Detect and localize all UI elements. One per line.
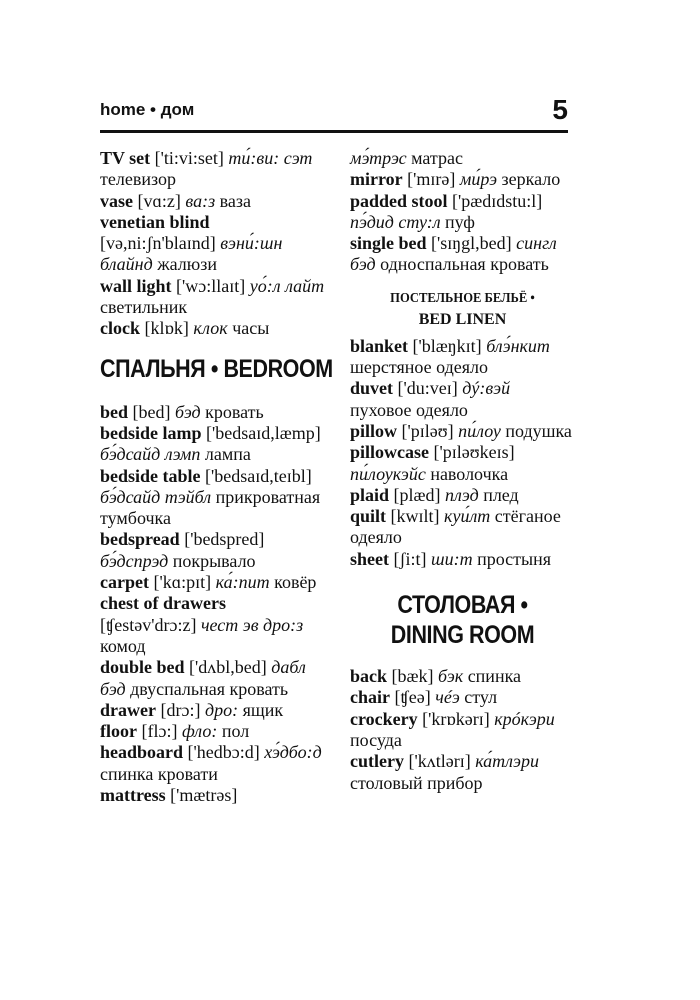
- dictionary-entry: [350, 506, 575, 549]
- page-number: 5: [552, 94, 568, 125]
- entry-list: [350, 666, 575, 794]
- ipa-transcription: ['dʌbl,bed]: [189, 657, 267, 678]
- dictionary-entry: [100, 466, 325, 530]
- ipa-transcription: [ʧeə]: [394, 687, 431, 708]
- russian-translation: столовый прибор: [350, 772, 483, 793]
- dictionary-entry: [100, 318, 325, 339]
- section-heading-dining-room: СТОЛОВАЯ • DINING ROOM: [390, 591, 535, 650]
- russian-transliteration: дý:вэй: [462, 378, 511, 399]
- ipa-transcription: ['kʌtlərɪ]: [408, 751, 471, 772]
- russian-transliteration: вэни́:шн блайнд: [100, 233, 283, 275]
- dictionary-entry: [100, 593, 325, 657]
- ipa-transcription: ['kɑ:pɪt]: [153, 572, 212, 593]
- headword: bedside table: [100, 465, 201, 486]
- dictionary-entry: [350, 169, 575, 190]
- russian-translation: матрас: [411, 148, 463, 168]
- ipa-transcription: ['blæŋkɪt]: [412, 335, 482, 356]
- headword: quilt: [350, 506, 387, 527]
- ipa-transcription: ['krɒkərɪ]: [422, 708, 490, 729]
- dictionary-entry: [350, 148, 575, 169]
- ipa-transcription: ['bedsaɪd,læmp]: [206, 422, 321, 443]
- russian-transliteration: пи́лоукэйс: [350, 463, 426, 484]
- dictionary-entry: [350, 485, 575, 506]
- russian-translation: покрывало: [172, 550, 256, 571]
- headword: padded stool: [350, 190, 448, 211]
- dictionary-entry: [350, 378, 575, 421]
- headword: plaid: [350, 484, 390, 505]
- russian-transliteration: бэ́дсайд тэйбл: [100, 486, 212, 507]
- headword: bedspread: [100, 529, 180, 550]
- dictionary-entry: [100, 742, 325, 785]
- dictionary-entry: [100, 785, 325, 806]
- ipa-transcription: ['pɪləʊ]: [401, 420, 454, 441]
- ipa-transcription: [drɔ:]: [160, 699, 201, 720]
- russian-transliteration: дро:: [204, 699, 239, 720]
- ipa-transcription: ['hedbɔ:d]: [187, 742, 260, 763]
- sub-heading-ru: ПОСТЕЛЬНОЕ БЕЛЬЁ •: [390, 290, 535, 306]
- russian-translation: двуспальная кровать: [130, 678, 289, 699]
- russian-translation: пуховое одеяло: [350, 399, 468, 420]
- russian-translation: подушка: [505, 420, 572, 441]
- headword: crockery: [350, 708, 418, 729]
- section-heading-bedroom: СПАЛЬНЯ • BEDROOM: [100, 354, 333, 383]
- russian-translation: пол: [221, 721, 250, 742]
- headword: bed: [100, 401, 129, 422]
- running-head: home • дом: [100, 100, 195, 119]
- headword: wall light: [100, 275, 172, 296]
- russian-transliteration: хэ́дбо:д: [264, 742, 322, 763]
- russian-transliteration: ка́:пит: [215, 572, 270, 593]
- entry-list: [100, 402, 325, 807]
- dictionary-entry: [350, 666, 575, 687]
- russian-transliteration: бэд: [175, 401, 201, 422]
- russian-transliteration: бэк: [438, 666, 464, 687]
- ipa-transcription: [ʧestəv'drɔ:z]: [100, 614, 197, 635]
- headword: clock: [100, 318, 140, 339]
- russian-translation: стёганое одеяло: [350, 506, 561, 548]
- russian-transliteration: пи́лоу: [458, 420, 501, 441]
- ipa-transcription: [vɑ:z]: [137, 190, 181, 211]
- ipa-transcription: [bed]: [132, 401, 171, 422]
- russian-translation: ковёр: [274, 572, 317, 593]
- dictionary-entry: [350, 751, 575, 794]
- header-rule: [100, 130, 568, 133]
- ipa-transcription: [bæk]: [391, 666, 434, 687]
- russian-translation: стул: [464, 687, 498, 708]
- headword: back: [350, 666, 388, 687]
- russian-translation: ящик: [242, 699, 284, 720]
- russian-translation: простыня: [477, 548, 552, 569]
- russian-translation: пуф: [445, 211, 475, 232]
- russian-transliteration: ши:т: [431, 548, 473, 569]
- russian-transliteration: ка́тлэри: [475, 751, 539, 772]
- entry-list: [350, 336, 575, 570]
- ipa-transcription: ['bedsaɪd,teɪbl]: [205, 465, 312, 486]
- russian-transliteration: чéэ: [435, 687, 460, 708]
- dictionary-entry: [100, 529, 325, 572]
- sub-heading-en: BED LINEN: [418, 310, 507, 328]
- russian-transliteration: уо́:л лайт: [249, 275, 325, 296]
- headword: pillowcase: [350, 442, 429, 463]
- russian-translation: односпальная кровать: [380, 254, 549, 275]
- headword: TV set: [100, 148, 151, 168]
- russian-transliteration: ми́рэ: [459, 169, 498, 190]
- russian-translation: комод: [100, 635, 146, 656]
- dictionary-entry: [100, 212, 325, 276]
- dictionary-entry: [350, 709, 575, 752]
- russian-translation: кровать: [205, 401, 264, 422]
- headword: chair: [350, 687, 390, 708]
- headword: mirror: [350, 169, 403, 190]
- russian-translation: телевизор: [100, 169, 176, 190]
- page-header: [100, 96, 568, 130]
- dictionary-entry: [100, 276, 325, 319]
- dictionary-entry: [350, 191, 575, 234]
- dictionary-entry: [100, 148, 325, 191]
- headword: blanket: [350, 335, 409, 356]
- russian-translation: плед: [483, 484, 519, 505]
- dictionary-entry: [350, 687, 575, 708]
- russian-transliteration: мэ́трэс: [350, 148, 407, 168]
- headword: double bed: [100, 657, 185, 678]
- dictionary-entry: [350, 442, 575, 485]
- headword: sheet: [350, 548, 389, 569]
- dictionary-entry: [350, 233, 575, 276]
- headword: drawer: [100, 699, 156, 720]
- russian-transliteration: чест эв дро:з: [200, 614, 304, 635]
- russian-transliteration: бэ́дсайд лэмп: [100, 444, 201, 465]
- russian-translation: жалюзи: [157, 254, 217, 275]
- ipa-transcription: [ʃi:t]: [393, 548, 427, 569]
- russian-translation: светильник: [100, 297, 188, 318]
- ipa-transcription: ['pɪləʊkeɪs]: [433, 442, 515, 463]
- ipa-transcription: [klɒk]: [144, 318, 189, 339]
- headword: venetian blind: [100, 211, 210, 232]
- headword: headboard: [100, 742, 184, 763]
- dictionary-entry: [350, 549, 575, 570]
- ipa-transcription: [flɔ:]: [141, 721, 178, 742]
- russian-transliteration: бэ́дспрэд: [100, 550, 169, 571]
- russian-translation: шерстяное одеяло: [350, 357, 488, 378]
- headword: floor: [100, 721, 137, 742]
- ipa-transcription: ['du:veɪ]: [397, 378, 458, 399]
- russian-translation: спинка: [467, 666, 522, 687]
- entry-list: [100, 148, 325, 340]
- headword: duvet: [350, 378, 394, 399]
- ipa-transcription: ['sɪŋgl,bed]: [431, 233, 512, 254]
- headword: mattress: [100, 785, 166, 806]
- ipa-transcription: ['mɪrə]: [407, 169, 456, 190]
- russian-transliteration: плэд: [445, 484, 479, 505]
- right-column: [350, 148, 575, 794]
- dictionary-entry: [100, 191, 325, 212]
- dictionary-entry: [100, 721, 325, 742]
- russian-transliteration: дабл бэд: [100, 657, 306, 699]
- headword: pillow: [350, 420, 398, 441]
- russian-translation: посуда: [350, 729, 402, 750]
- russian-transliteration: ти́:ви: сэт: [228, 148, 313, 168]
- ipa-transcription: [plæd]: [393, 484, 441, 505]
- sub-heading-bed-linen: [350, 288, 575, 330]
- headword: carpet: [100, 572, 149, 593]
- dictionary-entry: [100, 657, 325, 700]
- headword: bedside lamp: [100, 422, 202, 443]
- dictionary-entry: [100, 402, 325, 423]
- ipa-transcription: ['wɔ:llaɪt]: [176, 275, 246, 296]
- headword: chest of drawers: [100, 593, 226, 614]
- russian-translation: лампа: [204, 444, 251, 465]
- headword: cutlery: [350, 751, 404, 772]
- russian-translation: ваза: [219, 190, 251, 211]
- russian-translation: прикроватная тумбочка: [100, 486, 321, 529]
- russian-transliteration: ва:з: [185, 190, 216, 211]
- russian-transliteration: куи́лт: [444, 506, 491, 527]
- ipa-transcription: [və,ni:ʃn'blaɪnd]: [100, 233, 216, 254]
- russian-transliteration: блэ́нкит: [486, 335, 550, 356]
- russian-translation: спинка кровати: [100, 763, 218, 784]
- ipa-transcription: ['bedspred]: [184, 529, 265, 550]
- ipa-transcription: ['mætrəs]: [170, 785, 238, 806]
- russian-transliteration: пэ́дид сту:л: [350, 211, 441, 232]
- headword: vase: [100, 190, 133, 211]
- headword: single bed: [350, 233, 427, 254]
- ipa-transcription: ['ti:vi:set]: [154, 148, 224, 168]
- dictionary-entry: [350, 421, 575, 442]
- dictionary-entry: [100, 700, 325, 721]
- dictionary-entry: [350, 336, 575, 379]
- russian-transliteration: сингл бэд: [350, 233, 557, 275]
- russian-translation: часы: [232, 318, 270, 339]
- russian-transliteration: фло:: [181, 721, 218, 742]
- ipa-transcription: ['pædɪdstu:l]: [452, 190, 543, 211]
- russian-translation: наволочка: [430, 463, 509, 484]
- entry-list: [350, 148, 575, 276]
- russian-transliteration: клок: [193, 318, 228, 339]
- dictionary-entry: [100, 423, 325, 466]
- russian-transliteration: крóкэри: [494, 708, 555, 729]
- russian-translation: зеркало: [501, 169, 561, 190]
- left-column: [100, 148, 333, 806]
- dictionary-entry: [100, 572, 325, 593]
- ipa-transcription: [kwɪlt]: [390, 506, 440, 527]
